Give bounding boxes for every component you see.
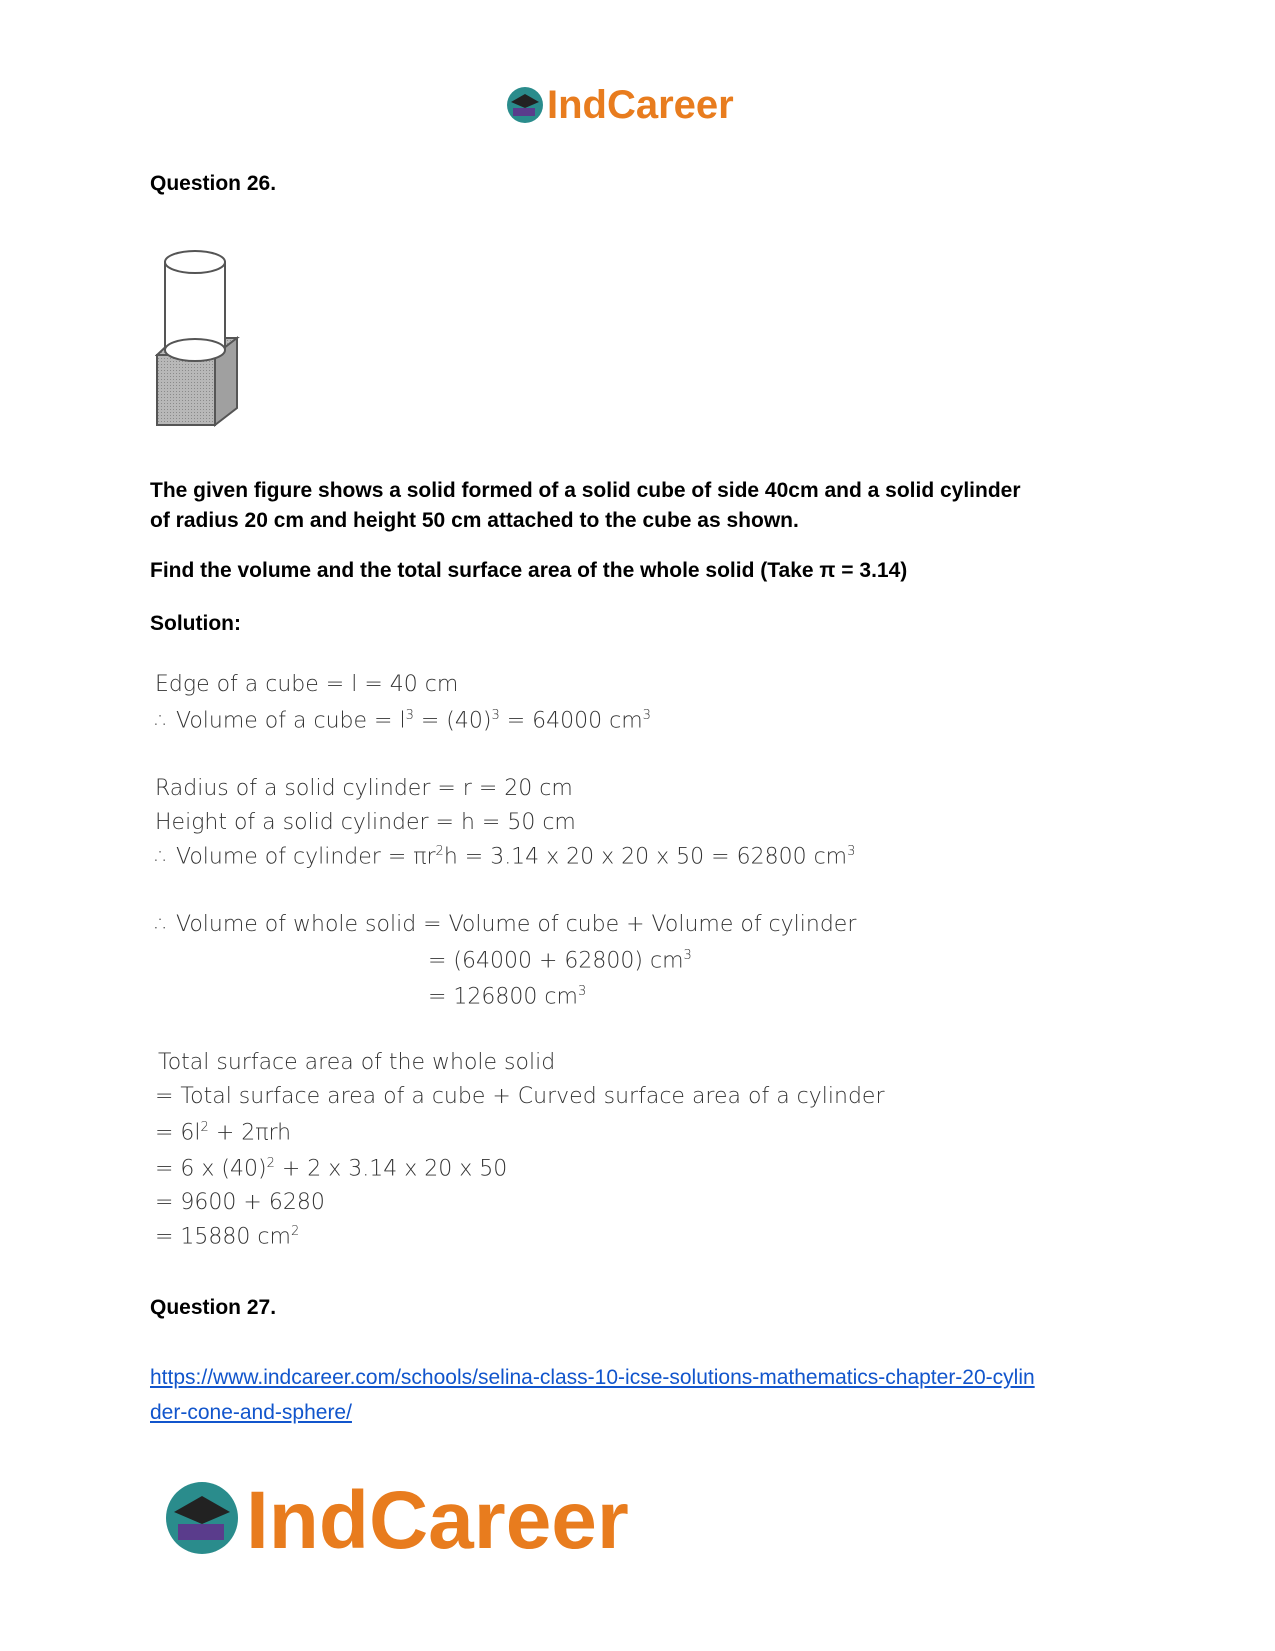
sol-line-edge: Edge of a cube = l = 40 cm [155, 672, 459, 697]
question-26-title: Question 26. [150, 172, 277, 195]
sol-line-tsa-symbolic: = $6l^2 + 2\pi rh$ [155, 1120, 292, 1146]
question-27-title: Question 27. [150, 1296, 277, 1319]
sol-line-tsa-title: Total surface area of the whole solid [158, 1050, 556, 1075]
question-26-statement [150, 476, 1130, 536]
sol-line-tsa-substituted: = 6 x $(40)^2 + 2$ x 3.14 x 20 x 50 [155, 1156, 508, 1182]
sol-line-cylinder-volume: ∴ Volume of cylinder = $\pi r^2h = 3.14$ x 20 x 20 x 50 = 62800 $cm^3$ [155, 844, 856, 870]
source-link[interactable] [150, 1360, 1130, 1430]
statement-line-1: The given figure shows a solid formed of a solid cube of side 40cm and a solid cylinder [150, 479, 1021, 502]
sol-line-whole-volume: ∴ Volume of whole solid = Volume of cube + Volume of cylinder [155, 912, 857, 937]
logo-text: IndCareer [547, 83, 734, 127]
indcareer-logo-bottom [160, 1468, 700, 1568]
sol-line-tsa-formula: = Total surface area of a cube + Curved surface area of a cylinder [155, 1084, 885, 1109]
sol-line-tsa-result: = 15880 $cm^2$ [155, 1224, 300, 1250]
logo-text: IndCareer [246, 1475, 629, 1566]
source-link-line-2[interactable]: der-cone-and-sphere/ [150, 1401, 352, 1424]
cylinder-on-cube-figure [155, 250, 265, 440]
question-26-find: Find the volume and the total surface area of the whole solid (Take π = 3.14) [150, 559, 908, 582]
source-link-line-1[interactable]: https://www.indcareer.com/schools/selina-class-10-icse-solutions-mathematics-chapter-20-cylin [150, 1366, 1035, 1389]
sol-line-height: Height of a solid cylinder = h = 50 cm [155, 810, 576, 835]
sol-line-volume-result: = 126800 $cm^3$ [428, 984, 587, 1010]
statement-line-2: of radius 20 cm and height 50 cm attached to the cube as shown. [150, 509, 799, 532]
sol-line-cube-volume: ∴ Volume of a cube = $l^3 = (40)^3 = 64000$ $cm^3$ [155, 708, 651, 734]
sol-line-tsa-sum: = 9600 + 6280 [155, 1190, 325, 1215]
sol-line-sum: = (64000 + 62800) $cm^3$ [428, 948, 692, 974]
sol-line-radius: Radius of a solid cylinder = r = 20 cm [155, 776, 573, 801]
solution-label: Solution: [150, 612, 241, 635]
indcareer-logo-top [503, 80, 773, 130]
book-icon [178, 1524, 224, 1540]
book-icon [513, 108, 535, 116]
